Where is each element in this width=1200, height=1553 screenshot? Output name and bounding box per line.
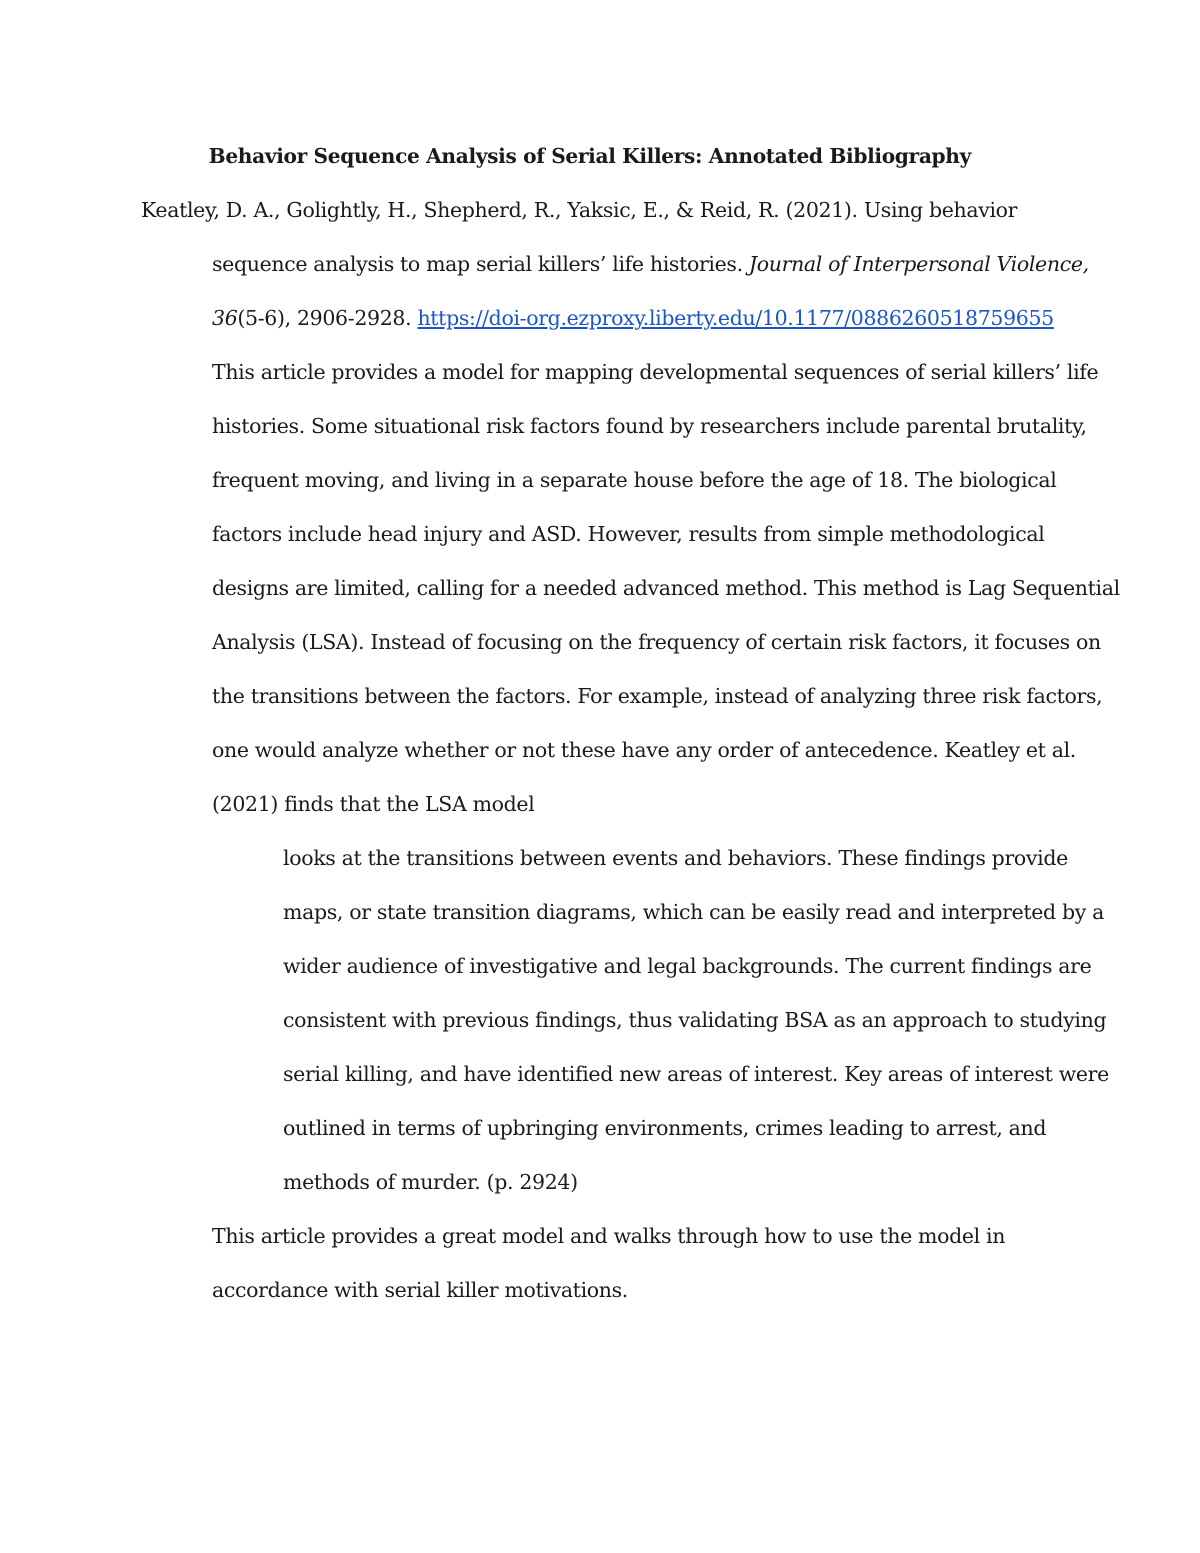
doi-link[interactable]: https://doi-org.ezproxy.liberty.edu/10.1177/0886260518759655	[417, 306, 1054, 330]
citation-pages: (5-6), 2906-2928.	[237, 306, 418, 330]
closing-line: accordance with serial killer motivations.	[212, 1278, 628, 1302]
annotation-line: one would analyze whether or not these have any order of antecedence. Keatley et al.	[212, 738, 1076, 762]
annotation-line: histories. Some situational risk factors found by researchers include parental brutality,	[212, 414, 1087, 438]
citation-title-text: sequence analysis to map serial killers’ life histories.	[212, 252, 749, 276]
annotation-line: the transitions between the factors. For example, instead of analyzing three risk factors,	[212, 684, 1103, 708]
citation-volume: 36	[212, 306, 238, 330]
annotation-line: This article provides a model for mapping developmental sequences of serial killers’ life	[212, 360, 1099, 384]
block-quote-line: maps, or state transition diagrams, which can be easily read and interpreted by a	[283, 900, 1105, 924]
annotation-line: frequent moving, and living in a separate house before the age of 18. The biological	[212, 468, 1057, 492]
block-quote-line: looks at the transitions between events and behaviors. These findings provide	[283, 846, 1068, 870]
annotation-line: factors include head injury and ASD. However, results from simple methodological	[212, 522, 1045, 546]
annotation-line: (2021) finds that the LSA model	[212, 792, 535, 816]
block-quote-line: outlined in terms of upbringing environments, crimes leading to arrest, and	[283, 1116, 1047, 1140]
block-quote-line: wider audience of investigative and legal backgrounds. The current findings are	[283, 954, 1092, 978]
annotation-line: designs are limited, calling for a needed advanced method. This method is Lag Sequential	[212, 576, 1120, 600]
annotation-line: Analysis (LSA). Instead of focusing on the frequency of certain risk factors, it focuses on	[212, 630, 1101, 654]
block-quote-line: methods of murder. (p. 2924)	[283, 1170, 578, 1194]
citation-journal: Journal of Interpersonal Violence,	[748, 252, 1089, 276]
closing-line: This article provides a great model and walks through how to use the model in	[212, 1224, 1006, 1248]
citation-line-2	[212, 249, 1089, 279]
document-title: Behavior Sequence Analysis of Serial Killers: Annotated Bibliography	[208, 144, 971, 168]
citation-line-3	[212, 303, 1054, 333]
block-quote-line: serial killing, and have identified new areas of interest. Key areas of interest were	[283, 1062, 1109, 1086]
citation-line-1: Keatley, D. A., Golightly, H., Shepherd, R., Yaksic, E., & Reid, R. (2021). Using behavior	[141, 198, 1018, 222]
block-quote-line: consistent with previous findings, thus validating BSA as an approach to studying	[283, 1008, 1107, 1032]
